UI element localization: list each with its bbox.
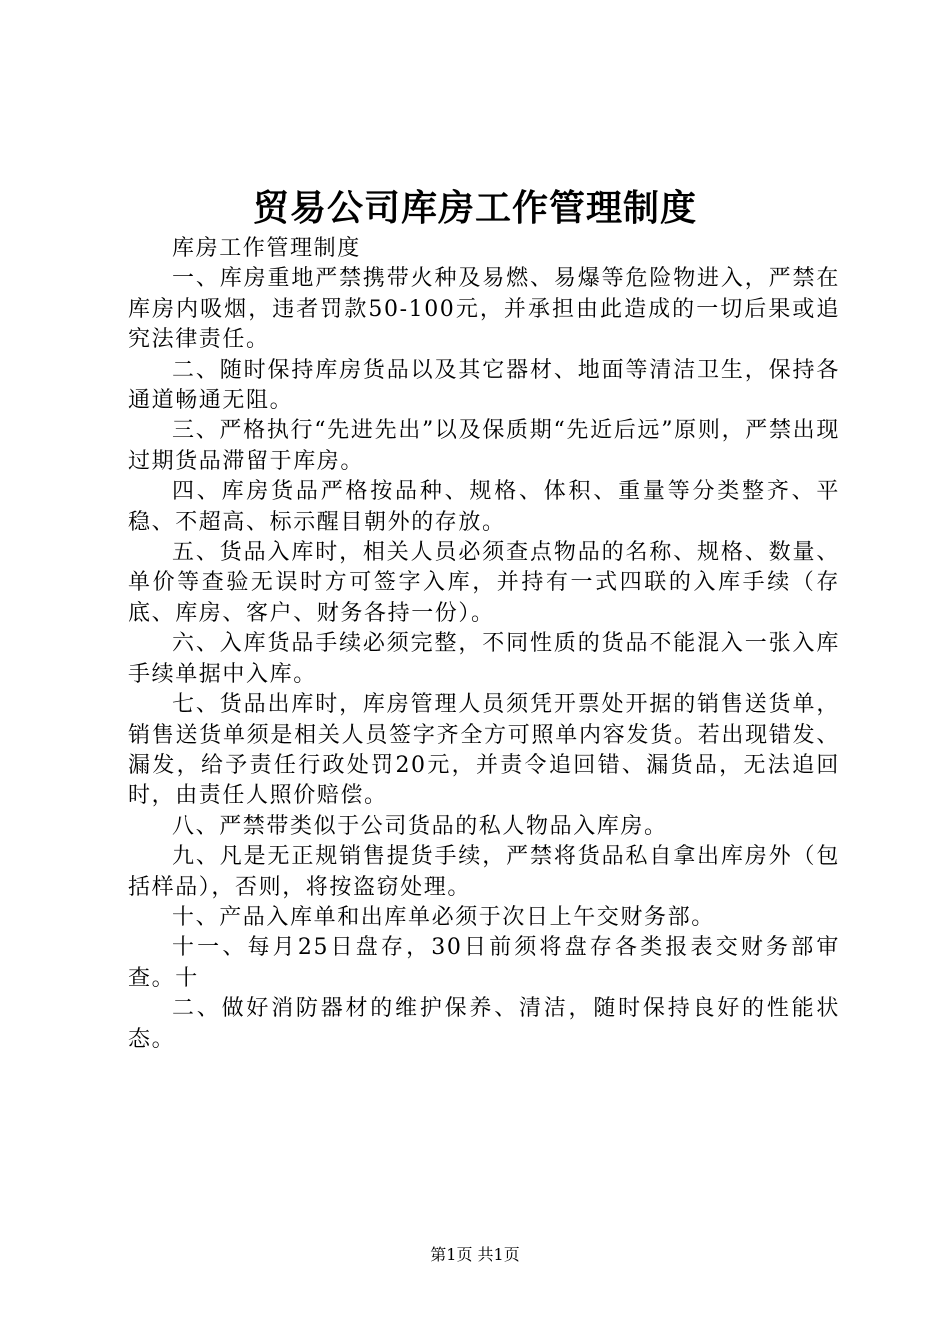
document-body	[128, 234, 840, 1055]
paragraph-rule-7: 七、货品出库时，库房管理人员须凭开票处开据的销售送货单，销售送货单须是相关人员签字齐全方可照单内容发货。若出现错发、漏发，给予责任行政处罚20元，并责令追回错、漏货品，无法追回时，由责任人照价赔偿。	[128, 692, 840, 809]
paragraph-rule-3: 三、严格执行“先进先出”以及保质期“先近后远”原则，严禁出现过期货品滞留于库房。	[128, 418, 840, 474]
paragraph-subtitle: 库房工作管理制度	[172, 236, 361, 261]
paragraph-rule-6: 六、入库货品手续必须完整，不同性质的货品不能混入一张入库手续单据中入库。	[128, 631, 840, 687]
paragraph-rule-9: 九、凡是无正规销售提货手续，严禁将货品私自拿出库房外（包括样品），否则，将按盗窃处理。	[128, 844, 840, 900]
document-title: 贸易公司库房工作管理制度	[252, 187, 697, 229]
paragraph-rule-5: 五、货品入库时，相关人员必须查点物品的名称、规格、数量、单价等查验无误时方可签字入库，并持有一式四联的入库手续（存底、库房、客户、财务各持一份）。	[128, 540, 840, 626]
paragraph-rule-12: 二、做好消防器材的维护保养、清洁，随时保持良好的性能状态。	[128, 996, 840, 1052]
paragraph-rule-2: 二、随时保持库房货品以及其它器材、地面等清洁卫生，保持各通道畅通无阻。	[128, 357, 840, 414]
page-footer: 第1页 共1页	[430, 1245, 520, 1264]
paragraph-rule-8: 八、严禁带类似于公司货品的私人物品入库房。	[172, 813, 668, 839]
paragraph-rule-10: 十、产品入库单和出库单必须于次日上午交财务部。	[172, 904, 715, 930]
paragraph-rule-1: 一、库房重地严禁携带火种及易燃、易爆等危险物进入，严禁在库房内吸烟，违者罚款50-100元，并承担由此造成的一切后果或追究法律责任。	[128, 266, 840, 353]
paragraph-rule-11: 十一、每月25日盘存，30日前须将盘存各类报表交财务部审查。十	[128, 935, 840, 991]
paragraph-rule-4: 四、库房货品严格按品种、规格、体积、重量等分类整齐、平稳、不超高、标示醒目朝外的存放。	[128, 479, 840, 535]
